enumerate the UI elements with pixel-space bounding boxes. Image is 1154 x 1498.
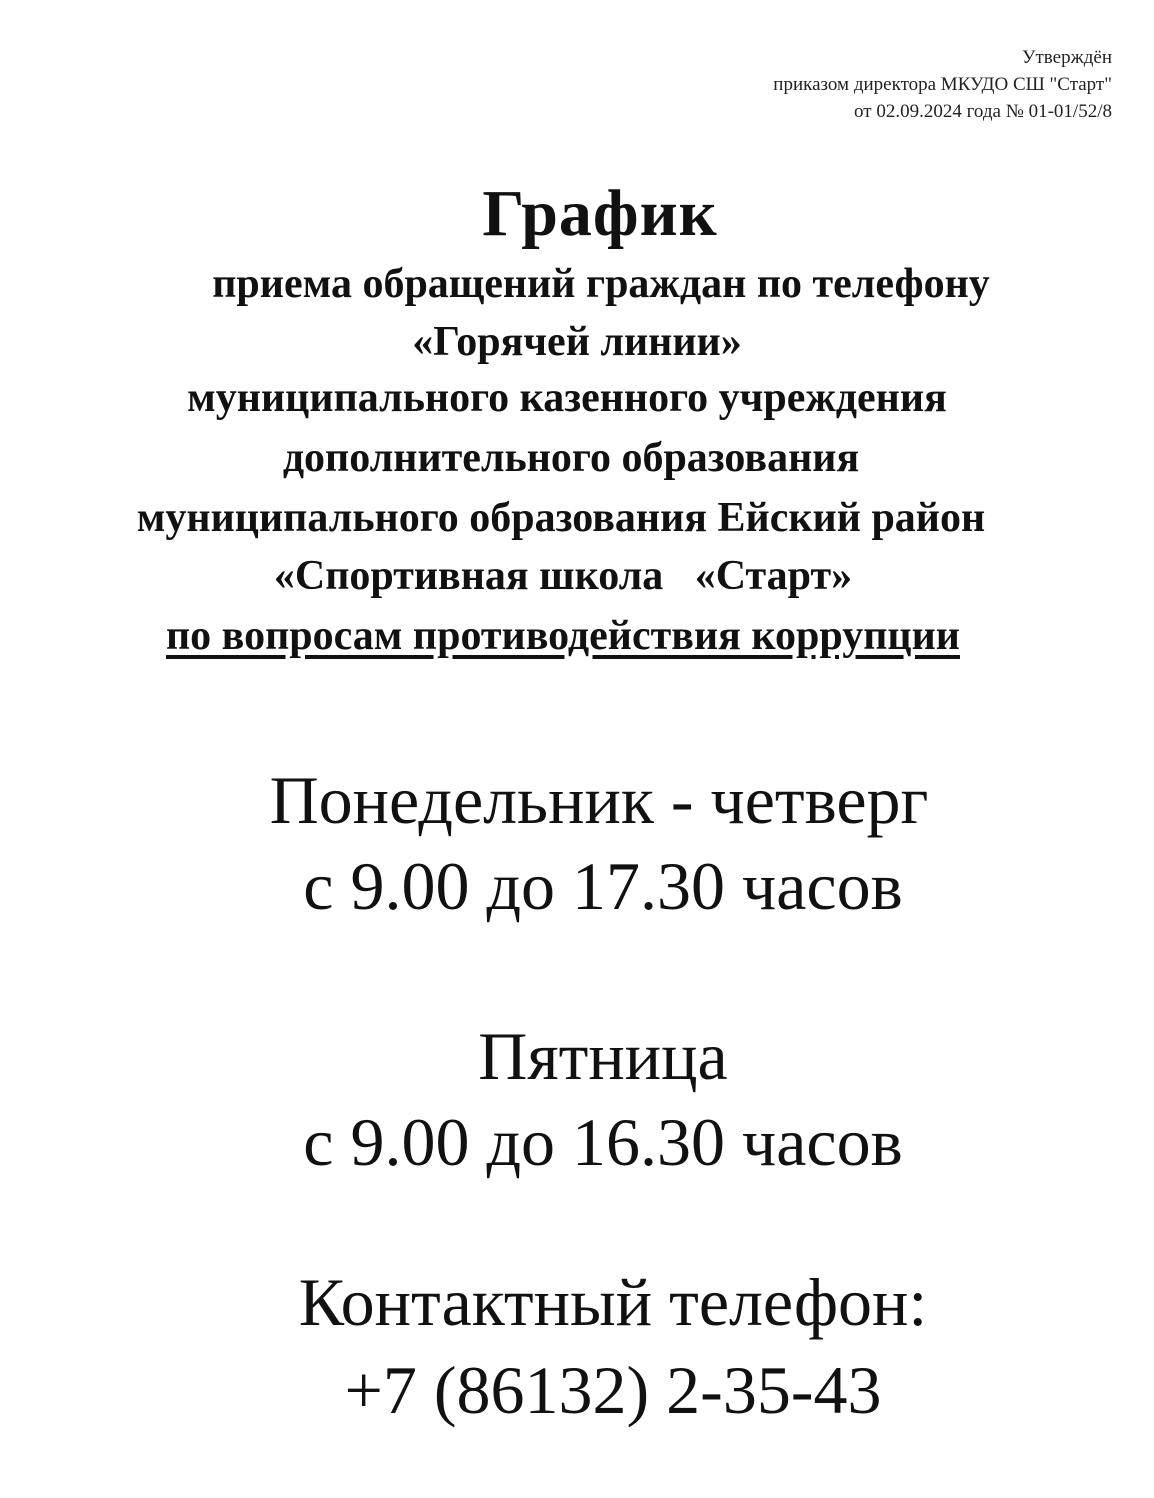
heading-line: приема обращений граждан по телефону [212,261,990,307]
friday-label: Пятница [478,1018,728,1094]
heading-line: «Горячей линии» [412,319,742,365]
heading-line: муниципального образования Ейский район [136,495,986,541]
contact-label: Контактный телефон: [298,1264,928,1340]
approval-line: Утверждён [1022,47,1112,68]
friday-hours: с 9.00 до 16.30 часов [303,1104,903,1180]
approval-stamp [773,44,1112,125]
weekdays-label: Понедельник - четверг [269,762,929,838]
contact-phone: +7 (86132) 2-35-43 [344,1352,882,1428]
document-title: График [482,177,718,250]
approval-line: приказом директора МКУДО СШ "Старт" [773,74,1112,95]
heading-line-underlined: по вопросам противодействия коррупции [165,613,960,659]
weekdays-hours: с 9.00 до 17.30 часов [303,848,903,924]
heading-line: муниципального казенного учреждения [187,375,947,421]
approval-line: от 02.09.2024 года № 01-01/52/8 [854,101,1112,122]
heading-line: дополнительного образования [282,435,860,481]
heading-line: «Спортивная школа «Старт» [273,553,853,599]
